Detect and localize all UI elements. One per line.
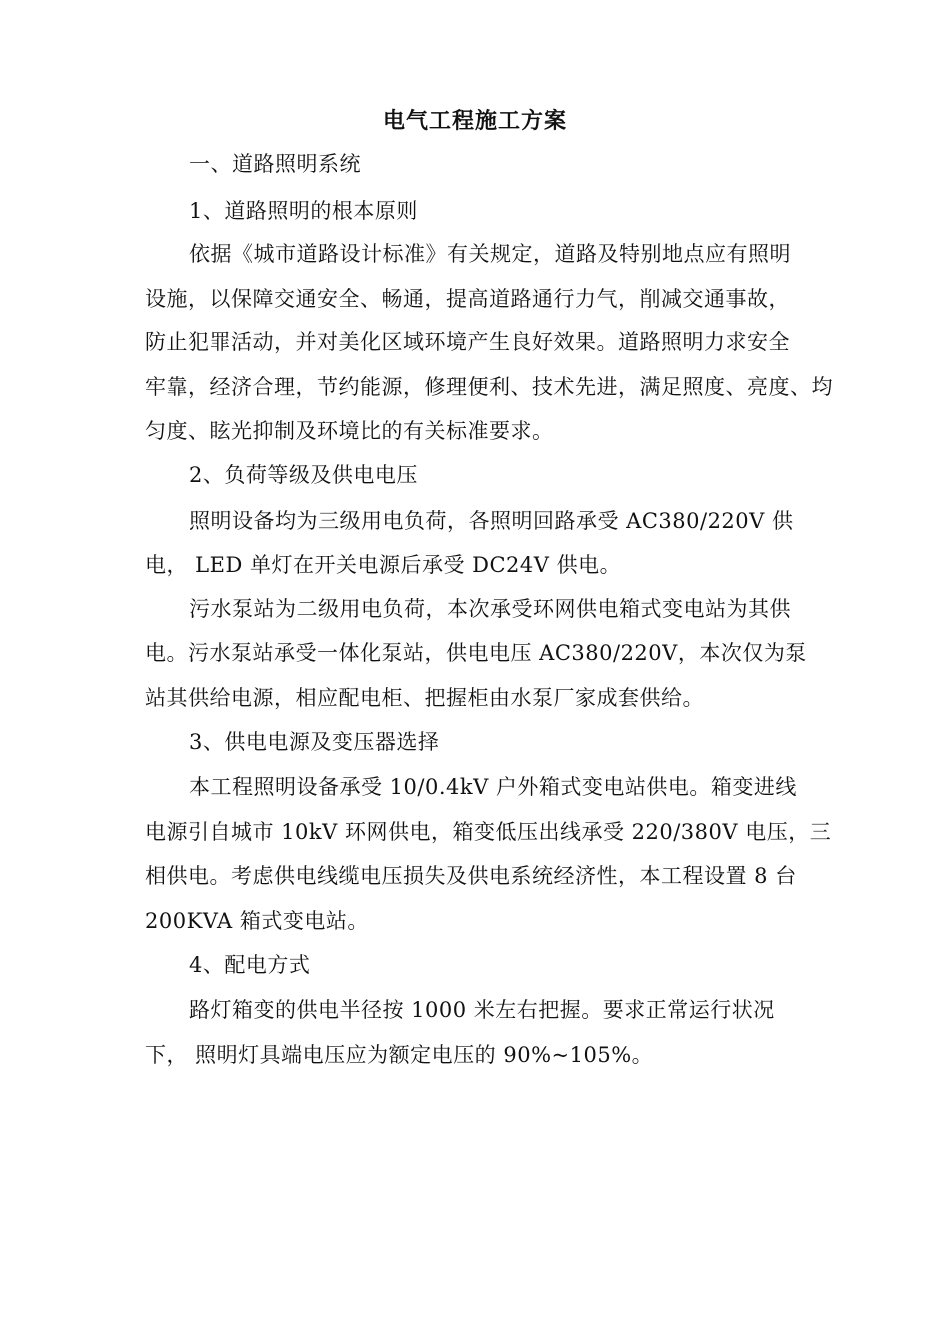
paragraph-line: 相供电。考虑供电线缆电压损失及供电系统经济性，本工程设置 8 台 (145, 864, 797, 888)
paragraph-line: 设施，以保障交通安全、畅通，提高道路通行力气，削减交通事故， (145, 287, 790, 311)
paragraph-line: 电。污水泵站承受一体化泵站，供电电压 AC380/220V，本次仅为泵 (145, 641, 807, 665)
subheading-power-source: 3、供电电源及变压器选择 (189, 730, 440, 754)
heading-road-lighting: 一、道路照明系统 (189, 152, 361, 176)
paragraph-line: 电源引自城市 10kV 环网供电，箱变低压出线承受 220/380V 电压，三 (145, 820, 832, 844)
paragraph-line: 照明设备均为三级用电负荷，各照明回路承受 AC380/220V 供 (189, 509, 794, 533)
paragraph-line: 电， LED 单灯在开关电源后承受 DC24V 供电。 (145, 553, 622, 577)
paragraph-line: 本工程照明设备承受 10/0.4kV 户外箱式变电站供电。箱变进线 (189, 775, 797, 799)
subheading-distribution: 4、配电方式 (189, 953, 311, 977)
paragraph-line: 200KVA 箱式变电站。 (145, 909, 369, 933)
paragraph-line: 牢靠，经济合理，节约能源，修理便利、技术先进，满足照度、亮度、均 (145, 375, 833, 399)
subheading-load-level: 2、负荷等级及供电电压 (189, 463, 418, 487)
paragraph-line: 污水泵站为二级用电负荷，本次承受环网供电箱式变电站为其供 (189, 597, 791, 621)
document-title: 电气工程施工方案 (382, 108, 567, 134)
subheading-principles: 1、道路照明的根本原则 (189, 199, 418, 223)
paragraph-line: 匀度、眩光抑制及环境比的有关标准要求。 (145, 419, 554, 443)
paragraph-line: 依据《城市道路设计标准》有关规定，道路及特别地点应有照明 (189, 242, 791, 266)
paragraph-line: 站其供给电源，相应配电柜、把握柜由水泵厂家成套供给。 (145, 686, 704, 710)
paragraph-line: 下， 照明灯具端电压应为额定电压的 90%~105%。 (145, 1043, 654, 1067)
paragraph-line: 防止犯罪活动，并对美化区域环境产生良好效果。道路照明力求安全 (145, 330, 790, 354)
paragraph-line: 路灯箱变的供电半径按 1000 米左右把握。要求正常运行状况 (189, 998, 775, 1022)
